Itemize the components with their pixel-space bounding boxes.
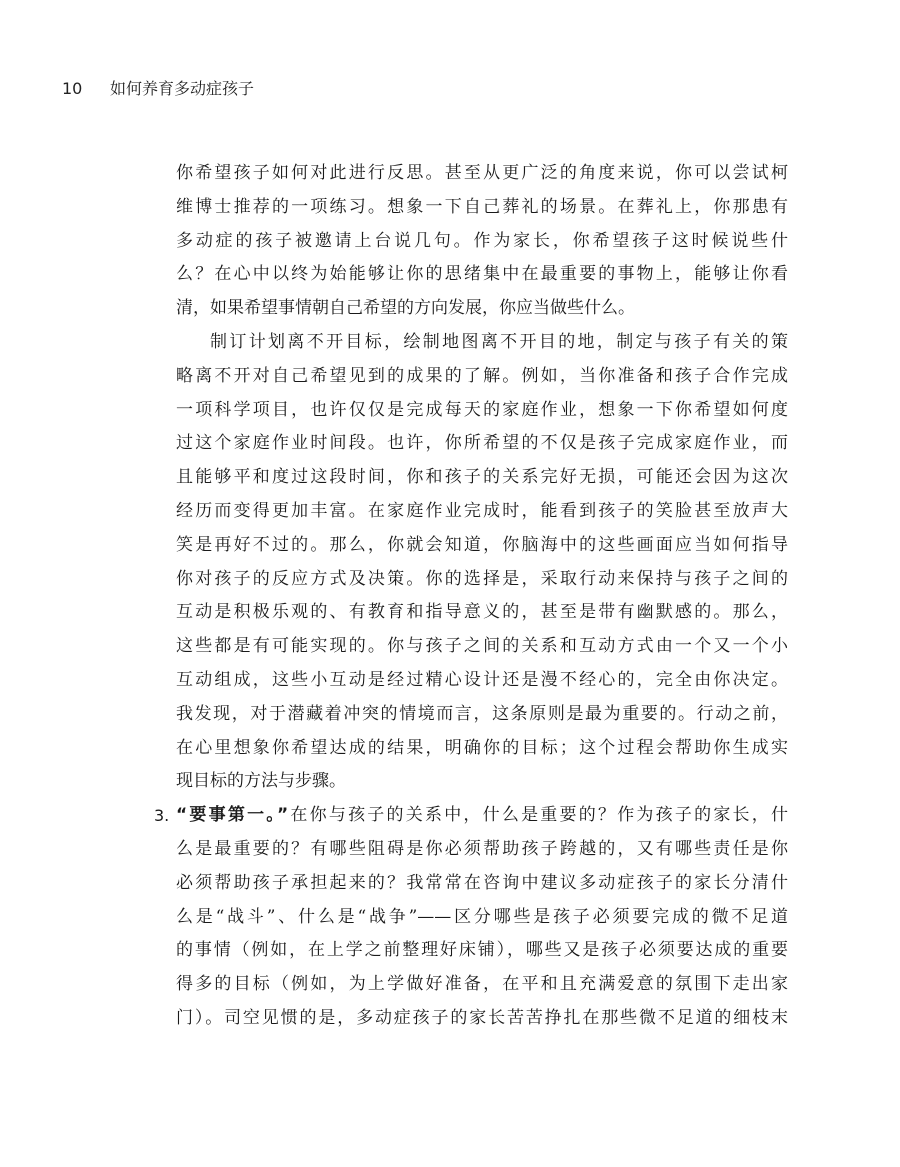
text-line: 你希望孩子如何对此进行反思。甚至从更广泛的角度来说，你可以尝试柯 xyxy=(176,163,788,183)
text-line: 门）。司空见惯的是，多动症孩子的家长苦苦挣扎在那些微不足道的细枝末 xyxy=(176,1007,788,1028)
text-line: 这些都是有可能实现的。你与孩子之间的关系和互动方式由一个又一个小 xyxy=(176,636,788,657)
text-line: 必须帮助孩子承担起来的？我常常在咨询中建议多动症孩子的家长分清什 xyxy=(176,872,788,893)
text-line: 么？在心中以终为始能够让你的思绪集中在最重要的事物上，能够让你看 xyxy=(176,264,788,285)
text-line: 互动组成，这些小互动是经过精心设计还是漫不经心的，完全由你决定。 xyxy=(176,669,788,690)
paragraph-1 xyxy=(176,157,788,326)
text-line: 且能够平和度过这段时间，你和孩子的关系完好无损，可能还会因为这次 xyxy=(176,467,788,488)
text-line: 么是“战斗”、什么是“战争”——区分哪些是孩子必须要完成的微不足道 xyxy=(176,906,788,927)
text-line: 制订计划离不开目标，绘制地图离不开目的地，制定与孩子有关的策 xyxy=(210,331,788,352)
item-heading: “要事第一。” xyxy=(176,805,289,826)
page-number: 10 xyxy=(62,79,83,98)
text-line: 互动是积极乐观的、有教育和指导意义的，甚至是带有幽默感的。那么， xyxy=(176,602,788,623)
text-line: 一项科学项目，也许仅仅是完成每天的家庭作业，想象一下你希望如何度 xyxy=(176,399,788,420)
paragraph-2 xyxy=(176,326,788,799)
list-number: 3. xyxy=(154,806,170,826)
text-line: 现目标的方法与步骤。 xyxy=(176,771,346,792)
text-line: 略离不开对自己希望见到的成果的了解。例如，当你准备和孩子合作完成 xyxy=(176,365,788,386)
text-line: 么是最重要的？有哪些阻碍是你必须帮助孩子跨越的，又有哪些责任是你 xyxy=(176,838,788,859)
list-item-3 xyxy=(154,799,788,1036)
text-line: 经历而变得更加丰富。在家庭作业完成时，能看到孩子的笑脸甚至放声大 xyxy=(176,500,788,521)
text-line: 的事情（例如，在上学之前整理好床铺），哪些又是孩子必须要达成的重要 xyxy=(176,940,788,961)
running-header xyxy=(62,76,254,99)
body-text xyxy=(154,157,788,1036)
text-line: 维博士推荐的一项练习。想象一下自己葬礼的场景。在葬礼上，你那患有 xyxy=(176,196,788,217)
text-line: 你对孩子的反应方式及决策。你的选择是，采取行动来保持与孩子之间的 xyxy=(176,568,788,589)
text-line: 得多的目标（例如，为上学做好准备，在平和且充满爱意的氛围下走出家 xyxy=(176,974,788,995)
text-line: 在心里想象你希望达成的结果，明确你的目标；这个过程会帮助你生成实 xyxy=(176,737,788,758)
text-line: 多动症的孩子被邀请上台说几句。作为家长，你希望孩子这时候说些什 xyxy=(176,230,788,251)
text-line: 笑是再好不过的。那么，你就会知道，你脑海中的这些画面应当如何指导 xyxy=(176,534,788,555)
text-line: 过这个家庭作业时间段。也许，你所希望的不仅是孩子完成家庭作业，而 xyxy=(176,433,788,454)
item-first-line: 在你与孩子的关系中，什么是重要的？作为孩子的家长，什 xyxy=(288,805,788,826)
text-line xyxy=(176,799,788,833)
text-line: 清，如果希望事情朝自己希望的方向发展，你应当做些什么。 xyxy=(176,298,635,319)
text-line: 我发现，对于潜藏着冲突的情境而言，这条原则是最为重要的。行动之前， xyxy=(176,703,788,724)
book-title: 如何养育多动症孩子 xyxy=(110,79,255,98)
